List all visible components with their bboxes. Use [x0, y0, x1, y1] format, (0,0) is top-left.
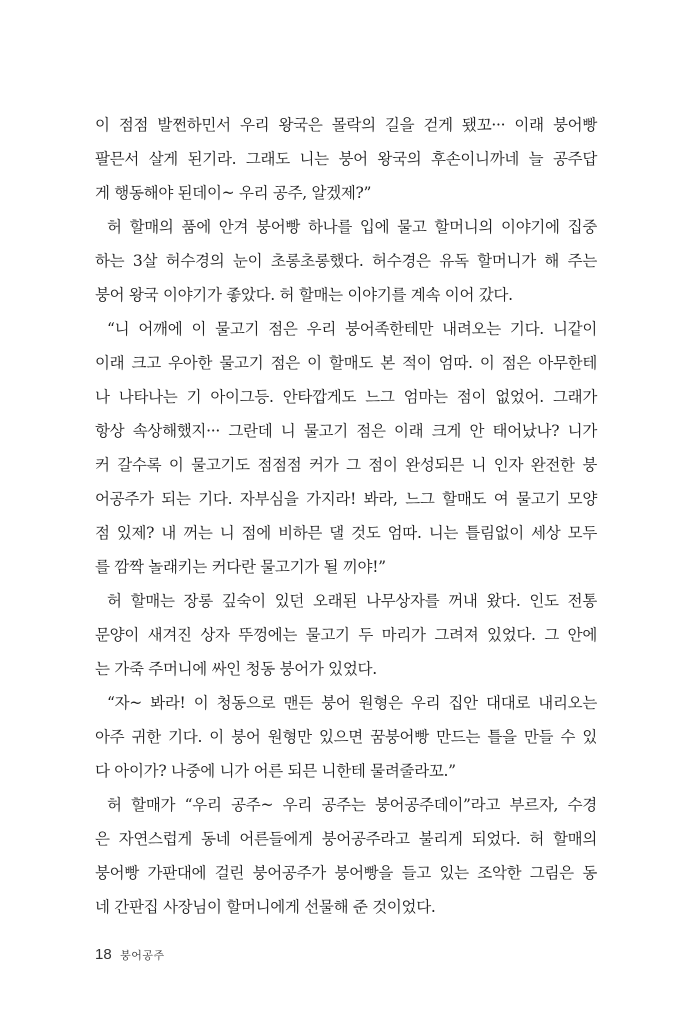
running-title: 붕어공주	[120, 949, 165, 962]
text-line: 이 점점 발쩐하민서 우리 왕국은 몰락의 길을 걷게 됐꼬··· 이래 붕어빵	[95, 116, 597, 134]
text-line: 팔믄서 살게 된기라. 그래도 니는 붕어 왕국의 후손이니까네 늘 공주답	[95, 150, 597, 168]
text-line: 커 갈수록 이 물고기도 점점점 커가 그 점이 완성되믄 니 인자 완전한 붕	[95, 456, 597, 474]
text-line: 아주 귀한 기다. 이 붕어 원형만 있으면 꿈붕어빵 만드는 틀을 만들 수 있	[95, 728, 597, 746]
page-footer	[95, 946, 165, 963]
page-body	[95, 108, 597, 924]
text-line: 허 할매는 장롱 깊숙이 있던 오래된 나무상자를 꺼내 왔다. 인도 전통	[107, 592, 597, 610]
page-number: 18	[95, 946, 112, 963]
text-line: 어공주가 되는 기다. 자부심을 가지라! 봐라, 느그 할매도 여 물고기 모양	[95, 490, 597, 508]
text-line: 붕어빵 가판대에 걸린 붕어공주가 붕어빵을 들고 있는 조악한 그림은 동	[95, 864, 597, 882]
text-line: “니 어깨에 이 물고기 점은 우리 붕어족한테만 내려오는 기다. 니같이	[107, 320, 597, 338]
text-line: 허 할매가 “우리 공주~ 우리 공주는 붕어공주데이”라고 부르자, 수경	[107, 796, 597, 814]
text-line: “자~ 봐라! 이 청동으로 맨든 붕어 원형은 우리 집안 대대로 내리오는	[107, 694, 597, 712]
text-line: 문양이 새겨진 상자 뚜껑에는 물고기 두 마리가 그려져 있었다. 그 안에	[95, 626, 597, 644]
text-line: 게 행동해야 된데이~ 우리 공주, 알겠제?”	[95, 184, 372, 202]
text-line: 다 아이가? 나중에 니가 어른 되믄 니한테 물려줄라꼬.”	[95, 762, 456, 780]
text-line: 허 할매의 품에 안겨 붕어빵 하나를 입에 물고 할머니의 이야기에 집중	[107, 218, 597, 236]
text-line: 하는 3살 허수경의 눈이 초롱초롱했다. 허수경은 유독 할머니가 해 주는	[95, 252, 597, 270]
text-line: 붕어 왕국 이야기가 좋았다. 허 할매는 이야기를 계속 이어 갔다.	[95, 286, 513, 304]
text-line: 네 간판집 사장님이 할머니에게 선물해 준 것이었다.	[95, 898, 436, 916]
text-line: 이래 크고 우아한 물고기 점은 이 할매도 본 적이 엄따. 이 점은 아무한테	[95, 354, 597, 372]
text-line: 나 나타나는 기 아이그등. 안타깝게도 느그 엄마는 점이 없었어. 그래가	[95, 388, 597, 406]
text-line: 점 있제? 내 꺼는 니 점에 비하믄 댈 것도 엄따. 니는 틀림없이 세상 모두	[95, 524, 597, 542]
text-line: 를 깜짝 놀래키는 커다란 물고기가 될 끼야!”	[95, 558, 386, 576]
text-line: 는 가죽 주머니에 싸인 청동 붕어가 있었다.	[95, 660, 377, 678]
text-line: 은 자연스럽게 동네 어른들에게 붕어공주라고 불리게 되었다. 허 할매의	[95, 830, 597, 848]
text-line: 항상 속상해했지··· 그란데 니 물고기 점은 이래 크게 안 태어났나? 니가	[95, 422, 597, 440]
